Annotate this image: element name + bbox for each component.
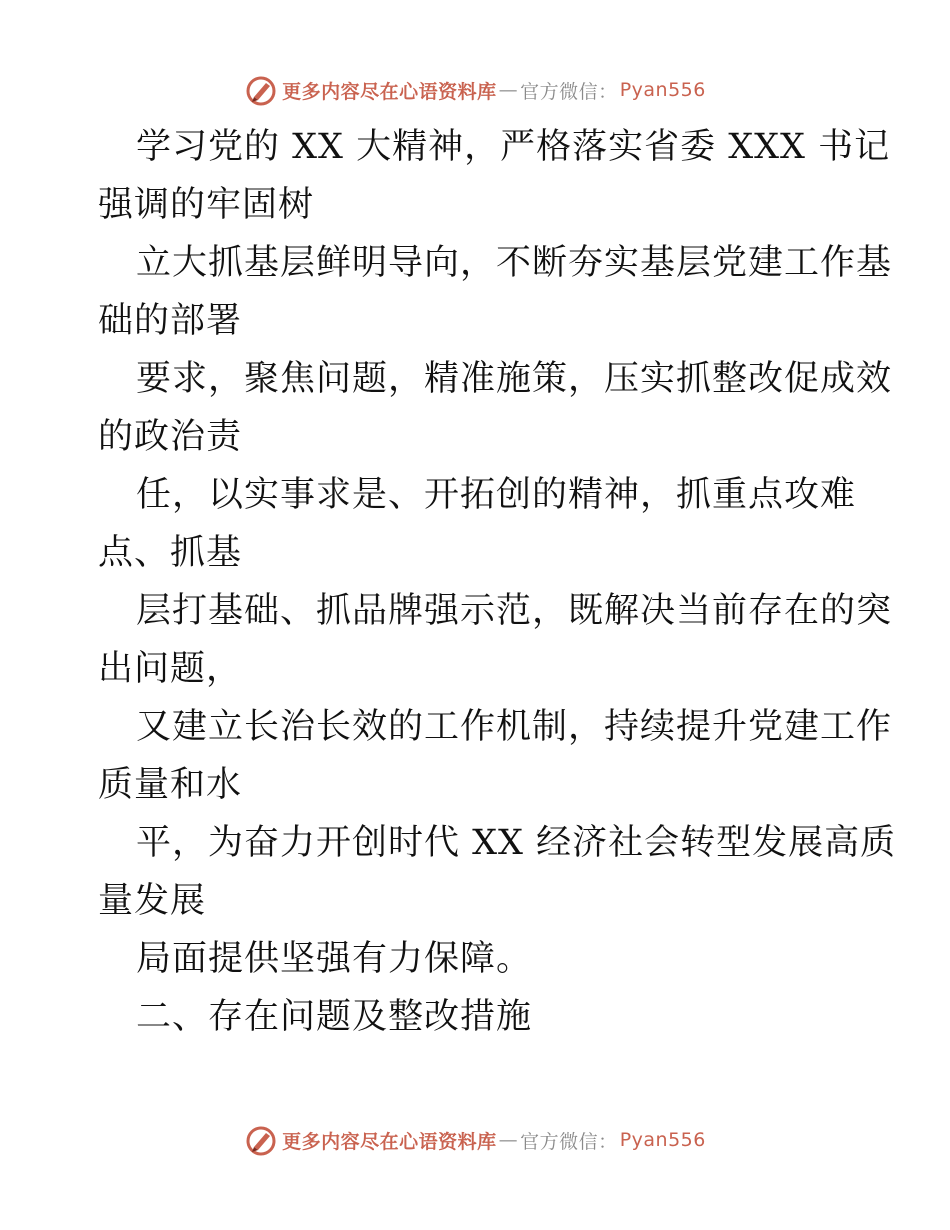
text-line: 又建立长治长效的工作机制，持续提升党建工作	[136, 707, 893, 747]
pen-logo-icon	[244, 73, 278, 107]
section-heading: 二、存在问题及整改措施	[136, 997, 533, 1037]
watermark-id: Pyan556	[619, 79, 706, 101]
text-line: 出问题，	[98, 649, 243, 689]
watermark-sub: 官方微信：	[520, 1130, 618, 1153]
text-line: 要求，聚焦问题，精准施策，压实抓整改促成效	[136, 359, 893, 399]
watermark-dash: —	[498, 79, 519, 101]
text-line: 任，以实事求是、开拓创的精神，抓重点攻难	[136, 475, 857, 515]
text-line: 强调的牢固树	[98, 185, 315, 225]
watermark-dash: —	[498, 1129, 519, 1151]
watermark-text	[282, 1127, 706, 1154]
text-line: 局面提供坚强有力保障。	[136, 939, 533, 979]
watermark-sub: 官方微信：	[520, 80, 618, 103]
header-watermark	[0, 70, 950, 110]
watermark-id: Pyan556	[619, 1129, 706, 1151]
watermark-text	[282, 77, 706, 104]
pen-logo-icon	[244, 1123, 278, 1157]
text-line: 层打基础、抓品牌强示范，既解决当前存在的突	[136, 591, 893, 631]
text-line: 点、抓基	[98, 533, 243, 573]
document-body	[98, 118, 897, 1046]
text-line: 质量和水	[98, 765, 243, 805]
footer-watermark	[0, 1120, 950, 1160]
text-line: 学习党的 XX 大精神，严格落实省委 XXX 书记	[136, 127, 891, 167]
text-line: 立大抓基层鲜明导向，不断夯实基层党建工作基	[136, 243, 893, 283]
text-line: 的政治责	[98, 417, 243, 457]
watermark-main: 更多内容尽在心语资料库	[282, 80, 497, 103]
watermark-main: 更多内容尽在心语资料库	[282, 1130, 497, 1153]
text-line: 础的部署	[98, 301, 243, 341]
text-line: 量发展	[98, 881, 207, 921]
text-line: 平，为奋力开创时代 XX 经济社会转型发展高质	[136, 823, 897, 863]
